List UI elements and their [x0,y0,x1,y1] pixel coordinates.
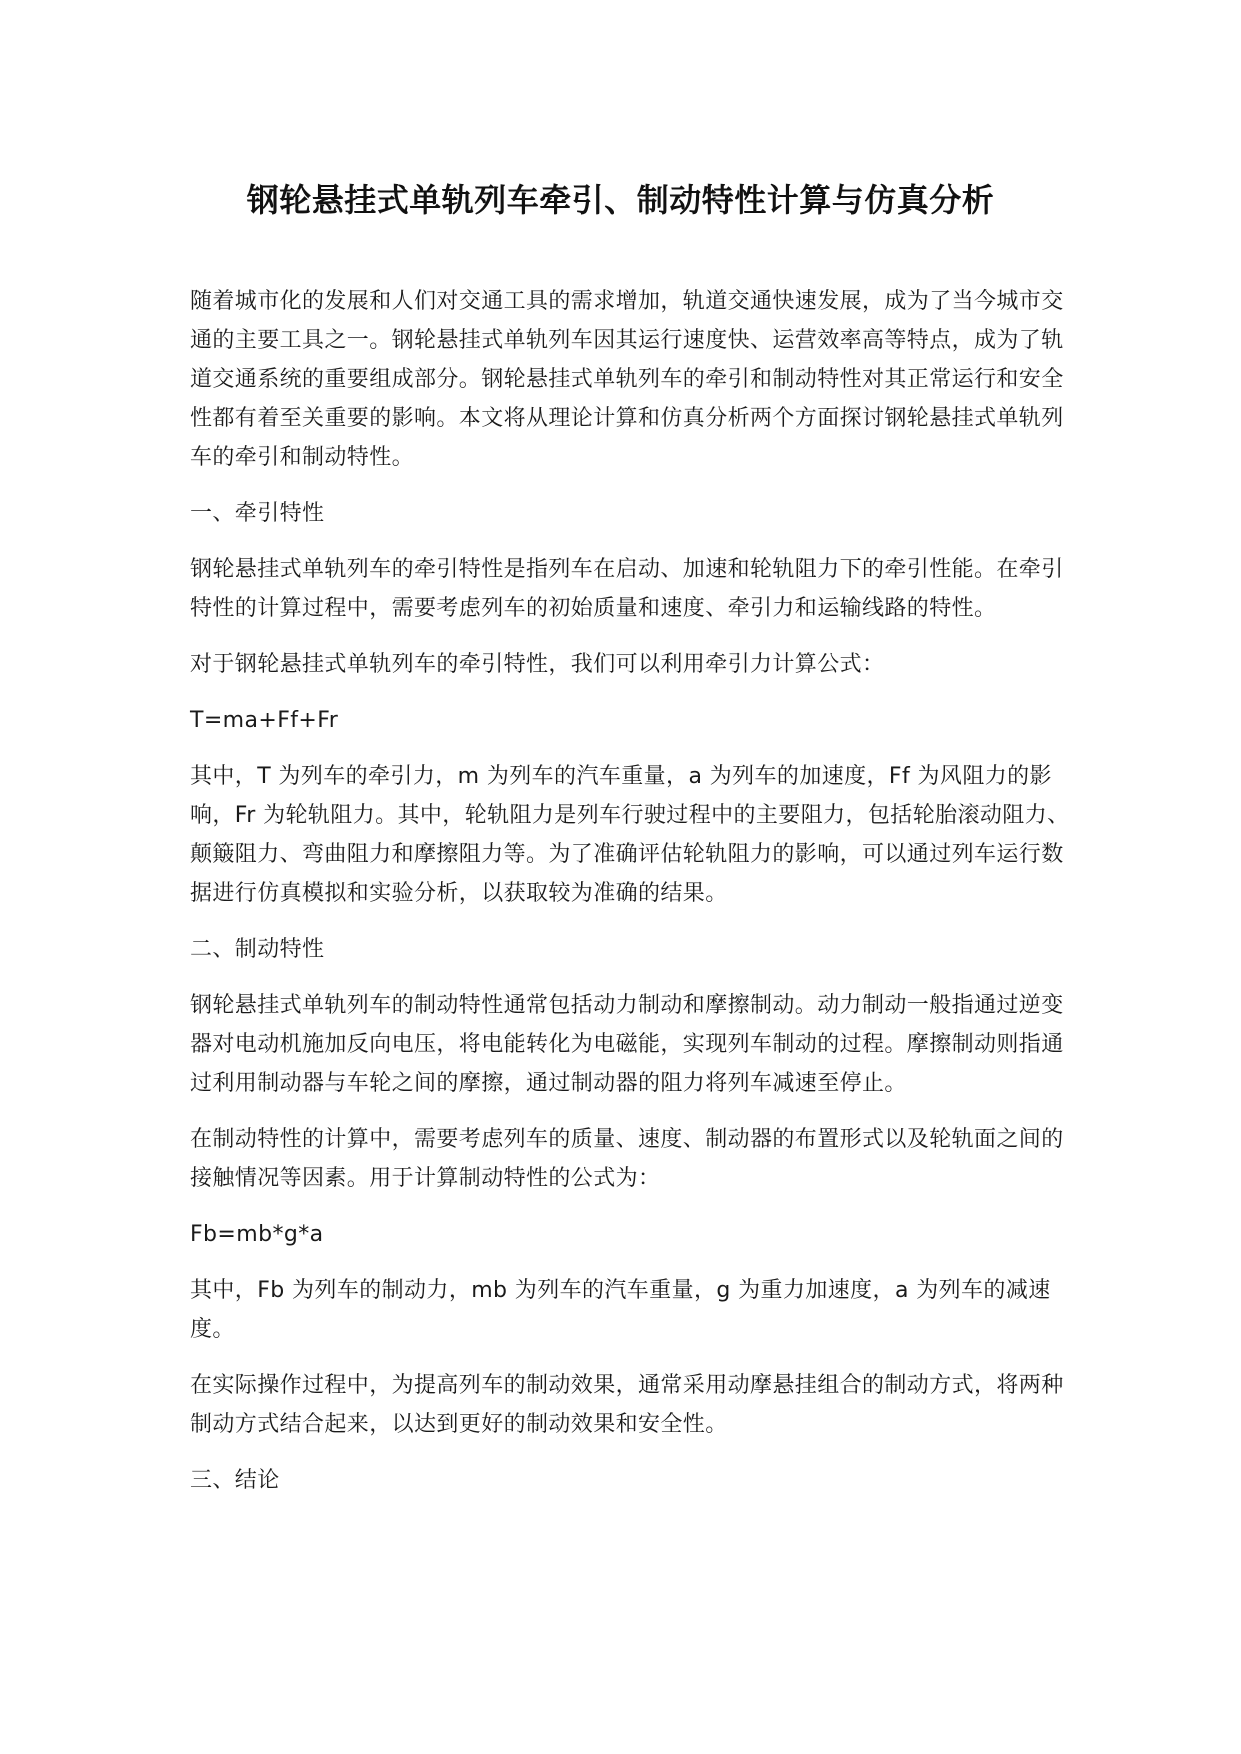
braking-paragraph-4: 在实际操作过程中，为提高列车的制动效果，通常采用动摩悬挂组合的制动方式，将两种制动方式结合起来，以达到更好的制动效果和安全性。 [190,1373,1064,1437]
traction-paragraph-2: 对于钢轮悬挂式单轨列车的牵引特性，我们可以利用牵引力计算公式： [190,652,885,677]
traction-formula: T=ma+Ff+Fr [190,708,339,733]
braking-paragraph-2: 在制动特性的计算中，需要考虑列车的质量、速度、制动器的布置形式以及轮轨面之间的接触情况等因素。用于计算制动特性的公式为： [190,1127,1064,1191]
section-heading-conclusion: 三、结论 [190,1468,280,1493]
traction-paragraph-3: 其中，T 为列车的牵引力，m 为列车的汽车重量，a 为列车的加速度，Ff 为风阻力的影响，Fr 为轮轨阻力。其中，轮轨阻力是列车行驶过程中的主要阻力，包括轮胎滚动阻力、颠簸阻力、弯曲阻力和摩擦阻力等。为了准确评估轮轨阻力的影响，可以通过列车运行数据进行仿真模拟和实验分析，以获取较为准确的结果。 [190,764,1070,906]
intro-paragraph: 随着城市化的发展和人们对交通工具的需求增加，轨道交通快速发展，成为了当今城市交通的主要工具之一。钢轮悬挂式单轨列车因其运行速度快、运营效率高等特点，成为了轨道交通系统的重要组成部分。钢轮悬挂式单轨列车的牵引和制动特性对其正常运行和安全性都有着至关重要的影响。本文将从理论计算和仿真分析两个方面探讨钢轮悬挂式单轨列车的牵引和制动特性。 [190,289,1064,470]
traction-paragraph-1: 钢轮悬挂式单轨列车的牵引特性是指列车在启动、加速和轮轨阻力下的牵引性能。在牵引特性的计算过程中，需要考虑列车的初始质量和速度、牵引力和运输线路的特性。 [190,557,1064,621]
document-body [190,282,1070,1517]
braking-paragraph-1: 钢轮悬挂式单轨列车的制动特性通常包括动力制动和摩擦制动。动力制动一般指通过逆变器对电动机施加反向电压，将电能转化为电磁能，实现列车制动的过程。摩擦制动则指通过利用制动器与车轮之间的摩擦，通过制动器的阻力将列车减速至停止。 [190,993,1064,1096]
document-title: 钢轮悬挂式单轨列车牵引、制动特性计算与仿真分析 [246,181,995,219]
braking-formula: Fb=mb*g*a [190,1222,324,1247]
braking-paragraph-3: 其中，Fb 为列车的制动力，mb 为列车的汽车重量，g 为重力加速度，a 为列车的减速度。 [190,1278,1051,1342]
section-heading-braking: 二、制动特性 [190,937,325,962]
section-heading-traction: 一、牵引特性 [190,501,325,526]
